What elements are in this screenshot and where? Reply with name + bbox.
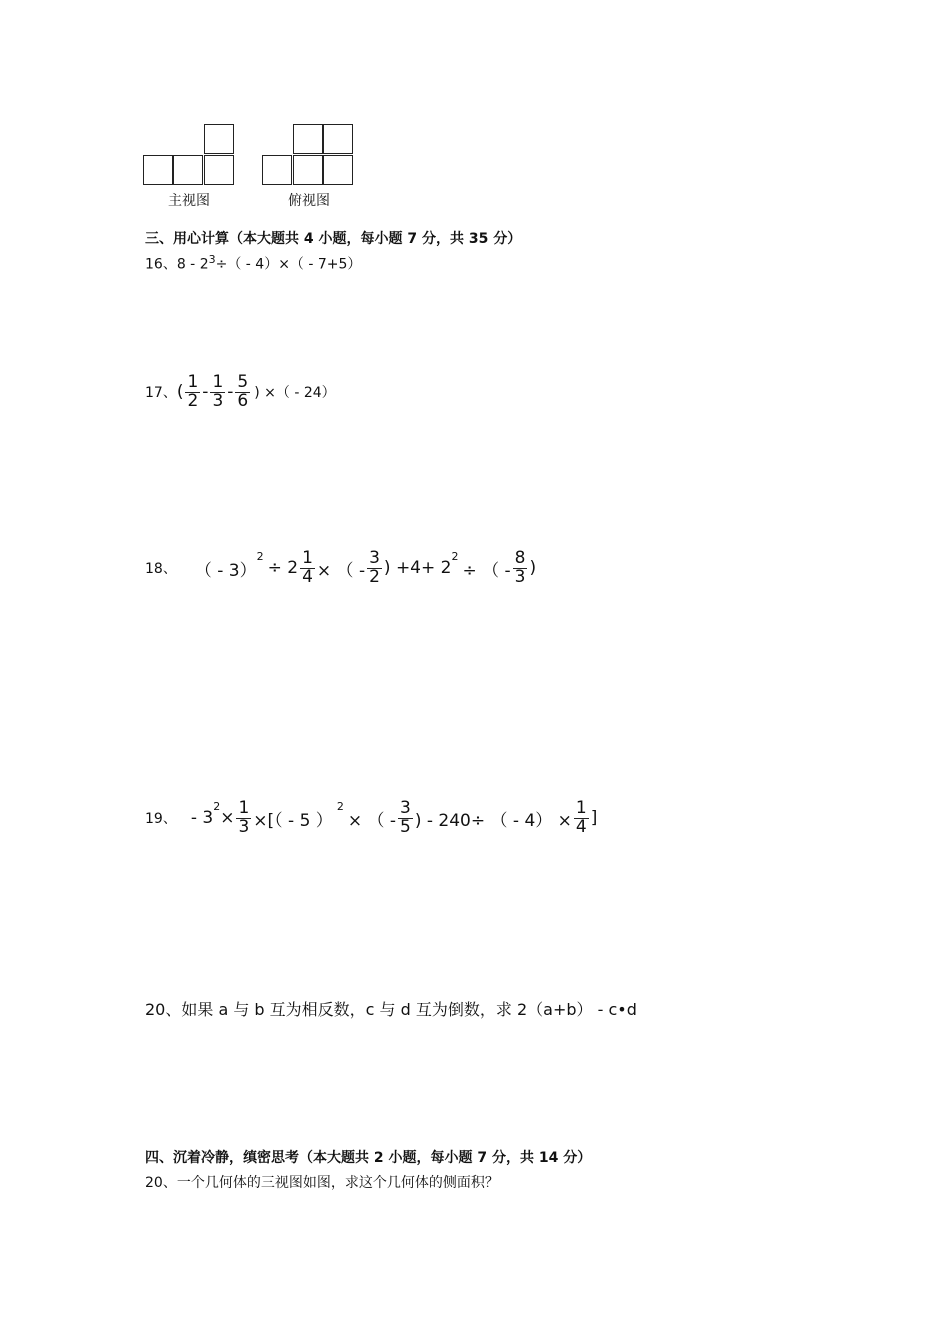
expression-part: ) - 240÷ （ - 4） × [414,810,572,831]
numerator: 3 [400,798,411,818]
numerator: 1 [238,798,250,818]
denominator: 3 [212,390,224,411]
question-17 [145,374,336,411]
numerator: 1 [302,548,313,568]
numerator: 3 [369,548,380,568]
top-view-cell [293,124,323,154]
expression-part: ) ×（ - 24） [254,385,336,402]
open-paren: ( [176,382,184,403]
question-20: 20、如果 a 与 b 互为相反数，c 与 d 互为倒数，求 2（a+b） - c•d [145,1000,637,1019]
exponent: 2 [336,800,344,813]
denominator: 6 [237,390,249,411]
expression-part: ) [529,558,537,579]
fraction [367,550,382,587]
expression-part: ) +4+ 2 [383,558,452,579]
denominator: 3 [238,816,250,837]
question-19 [145,800,597,837]
denominator: 2 [187,390,199,411]
fraction [210,374,225,411]
front-view-cell [143,155,173,185]
front-view-cell [204,124,234,154]
fraction [513,550,528,587]
expression-part: ×[（ - 5 ） [253,810,333,831]
front-view-cell [204,155,234,185]
fraction [574,800,589,837]
exponent: 2 [256,550,264,563]
exponent: 3 [208,253,216,266]
exponent: 2 [451,550,459,563]
fraction [185,374,200,411]
expression-part: ÷（ - 4）×（ - 7+5） [215,256,362,273]
front-view-figure [143,124,235,186]
expression-part: （ - 3） [194,560,257,581]
question-16 [145,253,361,274]
top-view-figure [262,124,355,186]
section-4-heading: 四、沉着冷静，缜密思考（本大题共 2 小题，每小题 7 分，共 14 分） [145,1150,592,1166]
fraction [398,800,413,837]
top-view-label: 俯视图 [288,193,330,209]
exponent: 2 [213,800,221,813]
denominator: 5 [400,816,411,837]
question-number: 17、 [145,385,177,402]
question-21: 20、一个几何体的三视图如图，求这个几何体的侧面积？ [145,1175,499,1191]
numerator: 1 [212,372,224,392]
denominator: 3 [514,566,526,587]
denominator: 4 [302,566,313,587]
fraction [235,374,250,411]
denominator: 4 [575,816,587,837]
expression-part: × （ - [316,560,366,581]
fraction [300,550,315,587]
expression-part: - 3 [190,808,214,829]
denominator: 2 [369,566,380,587]
front-view-label: 主视图 [168,193,210,209]
top-view-cell [323,124,353,154]
expression-part: 8 - 2 [176,256,209,273]
fraction [236,800,251,837]
expression-part: × （ - [347,810,396,831]
numerator: 1 [187,372,199,392]
expression-part: × [220,808,235,829]
expression-part: ÷ （ - [462,560,511,581]
question-18 [145,550,536,587]
numerator: 5 [237,372,249,392]
question-number: 16、 [145,256,177,273]
top-view-cell [293,155,323,185]
front-view-cell [173,155,203,185]
numerator: 1 [575,798,587,818]
top-view-cell [323,155,353,185]
question-number: 18、 [145,561,177,578]
section-3-heading: 三、用心计算（本大题共 4 小题，每小题 7 分，共 35 分） [145,231,522,247]
expression-part: ÷ 2 [267,558,299,579]
top-view-cell [262,155,292,185]
question-number: 19、 [145,811,177,828]
expression-part: ] [590,808,598,829]
operator: - [202,382,209,403]
operator: - [227,382,234,403]
numerator: 8 [514,548,526,568]
